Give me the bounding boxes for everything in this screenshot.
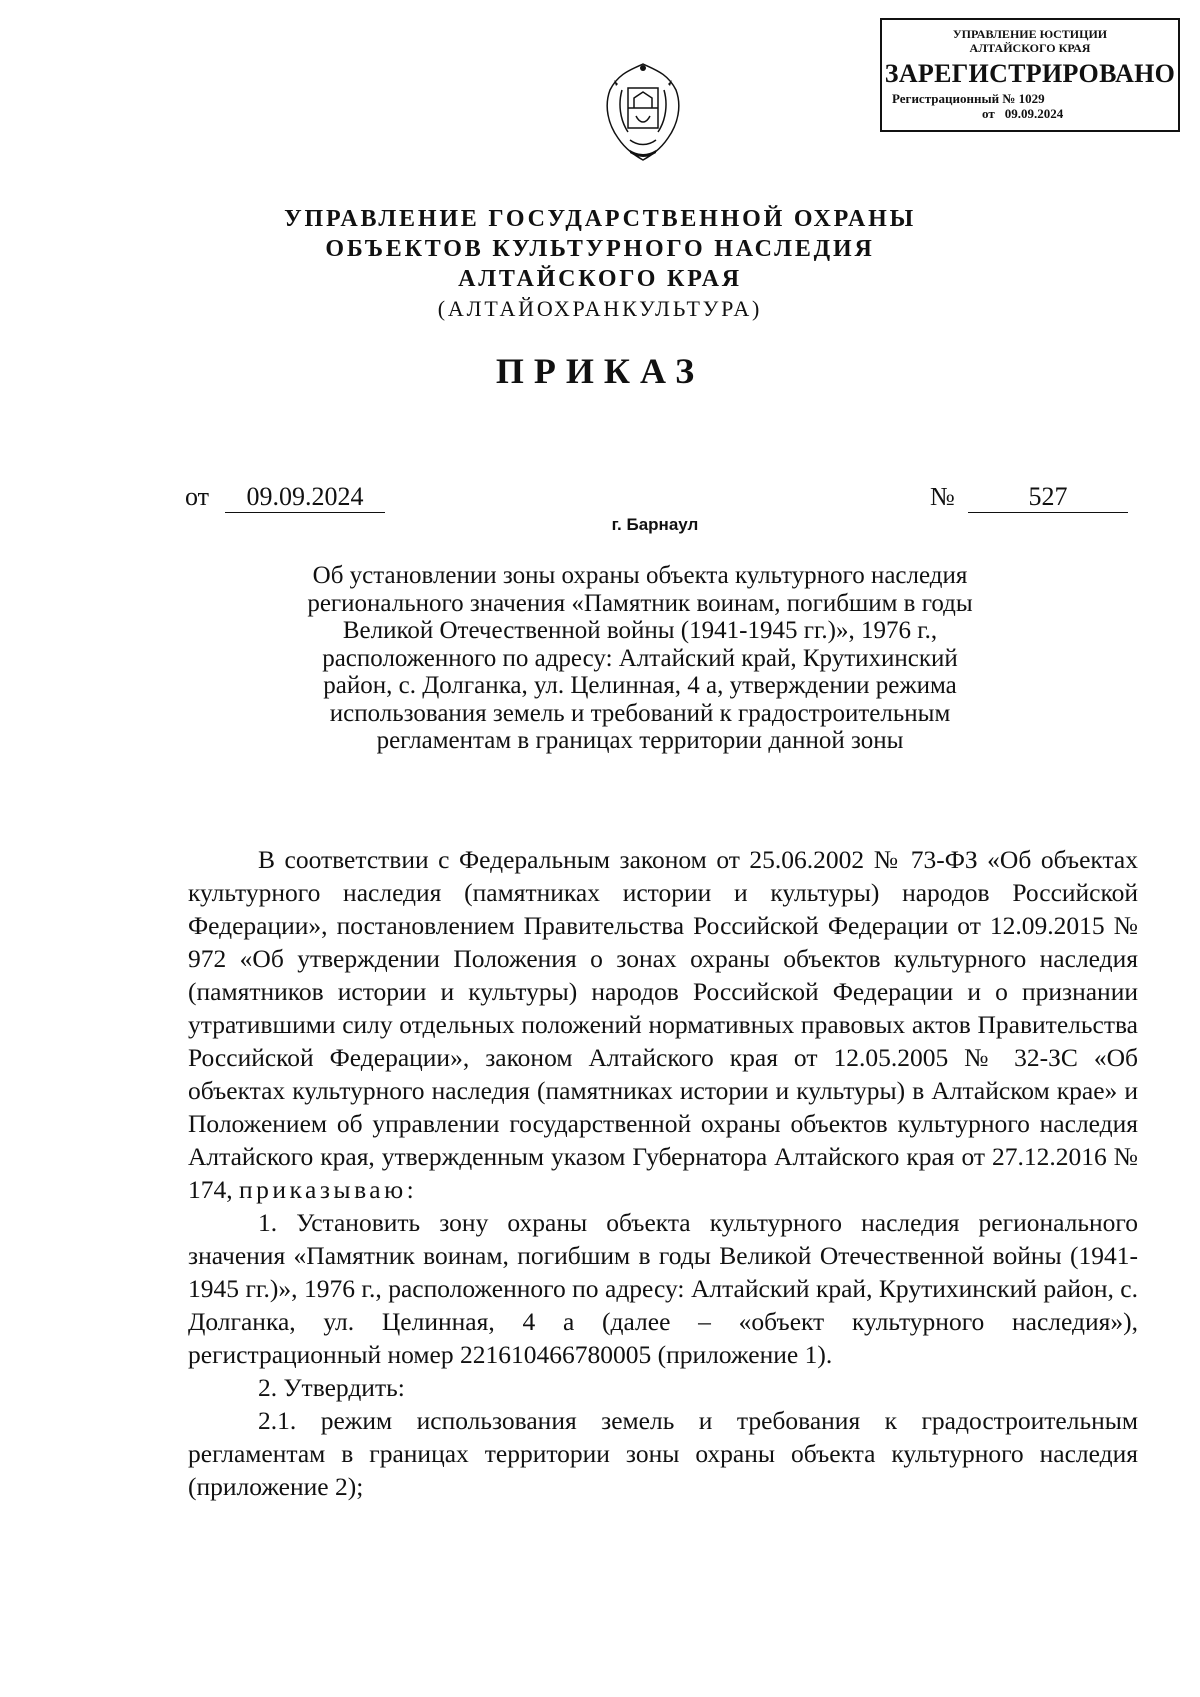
organization-name (0, 204, 1200, 324)
stamp-reg-date: 09.09.2024 (1004, 106, 1064, 121)
coat-of-arms-icon (600, 60, 686, 168)
stamp-reg-label: Регистрационный № (892, 91, 1016, 106)
order-date: 09.09.2024 (225, 482, 385, 513)
preamble-paragraph (188, 843, 1138, 1206)
order-body (188, 843, 1138, 1503)
city: г. Барнаул (611, 515, 699, 534)
stamp-region: АЛТАЙСКОГО КРАЯ (969, 41, 1091, 55)
registration-stamp (880, 18, 1180, 132)
org-line-3: АЛТАЙСКОГО КРАЯ (458, 266, 742, 292)
preamble-text: В соответствии с Федеральным законом от 25.06.2002 № 73-ФЗ «Об объектах культурного наследия (памятниках истории и культуры) народов Российской Федерации», постановлением Правительства Российской Федерации от 12.09.2015 № 972 «Об утверждении Положения о зонах охраны объектов культурного наследия (памятников истории и культуры) народов Российской Федерации и о признании утратившими силу отдельных положений нормативных правовых актов Правительства Российской Федерации», законом Алтайского края от 12.05.2005 № 32-ЗС «Об объектах культурного наследия (памятниках истории и культуры) в Алтайском крае» и Положением об управлении государственной охраны объектов культурного наследия Алтайского края, утвержденным указом Губернатора Алтайского края от 27.12.2016 № 174, (188, 845, 1138, 1204)
stamp-reg-number: 1029 (1018, 91, 1045, 106)
date-prefix: от (185, 482, 210, 511)
number-sign: № (930, 482, 955, 511)
stamp-status: ЗАРЕГИСТРИРОВАНО (884, 59, 1176, 88)
stamp-reg-line (882, 91, 1178, 106)
stamp-date-line (882, 106, 1178, 121)
item-2: 2. Утвердить: (258, 1373, 405, 1402)
date-number-row (185, 482, 1130, 516)
org-line-1: УПРАВЛЕНИЕ ГОСУДАРСТВЕННОЙ ОХРАНЫ (284, 206, 916, 232)
order-word: приказываю: (239, 1175, 418, 1204)
stamp-date-prefix: от (982, 106, 995, 121)
stamp-authority: УПРАВЛЕНИЕ ЮСТИЦИИ (952, 27, 1108, 41)
order-number: 527 (968, 482, 1128, 513)
document-type: ПРИКАЗ (495, 351, 705, 391)
item-2-1: 2.1. режим использования земель и требования к градостроительным регламентам в границах территории зоны охраны объекта культурного наследия (приложение 2); (188, 1406, 1138, 1501)
org-line-2: ОБЪЕКТОВ КУЛЬТУРНОГО НАСЛЕДИЯ (325, 236, 875, 262)
org-line-4: (АЛТАЙОХРАНКУЛЬТУРА) (437, 296, 763, 321)
item-1: 1. Установить зону охраны объекта культурного наследия регионального значения «Памятник воинам, погибшим в годы Великой Отечественной войны (1941-1945 гг.)», 1976 г., расположенного по адресу: Алтайский край, Крутихинский район, с. Долганка, ул. Целинная, 4 а (далее – «объект культурного наследия»), регистрационный номер 221610466780005 (приложение 1). (188, 1208, 1138, 1369)
order-subject: Об установлении зоны охраны объекта культурного наследия регионального значения «Памятник воинам, погибшим в годы Великой Отечественной войны (1941-1945 гг.)», 1976 г., расположенного по адресу: Алтайский край, Крутихинский район, с. Долганка, ул. Целинная, 4 а, утверждении режима использования земель и требований к градостроительным регламентам в границах территории данной зоны (307, 562, 973, 754)
